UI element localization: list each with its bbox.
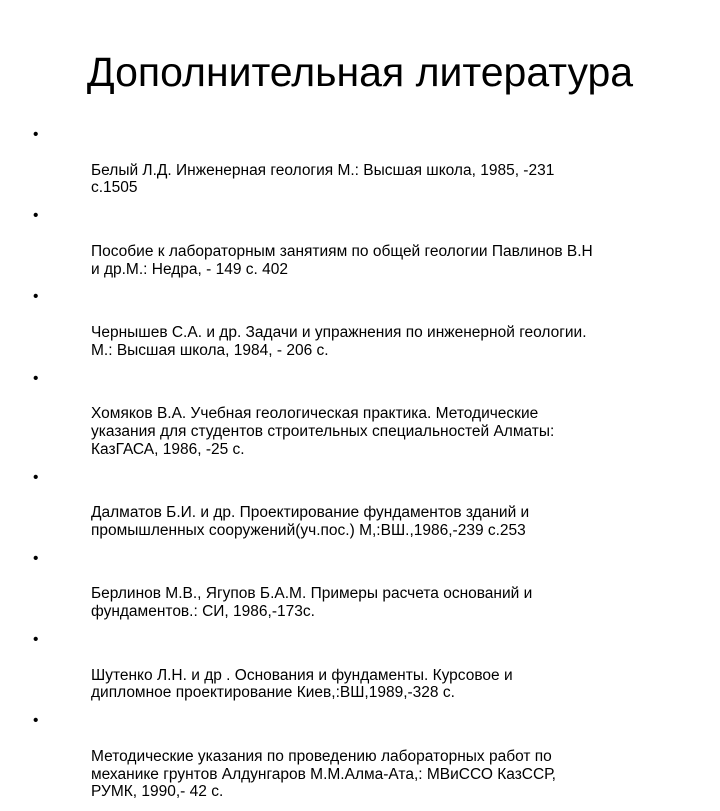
bullet-icon: • [33, 549, 39, 567]
reference-item [33, 550, 693, 621]
bullet-icon: • [33, 712, 39, 730]
reference-item [33, 370, 693, 459]
bullet-icon: • [33, 126, 39, 143]
reference-item [33, 207, 693, 278]
reference-text: Пособие к лабораторным занятиям по общей геологии Павлинов В.Н и др.М.: Недра, - 149 с. 402 [91, 242, 593, 278]
reference-item [33, 288, 693, 359]
reference-text: Шутенко Л.Н. и др . Основания и фундаменты. Курсовое и дипломное проектирование Киев,:ВШ,1989,-328 с. [91, 666, 513, 702]
reference-item [33, 126, 693, 197]
reference-text: Методические указания по проведению лабораторных работ по механике грунтов Алдунгаров М.М.Алма-Ата,: МВиССО КазССР, РУМК, 1990,- 42 с. [91, 747, 556, 801]
reference-text: Хомяков В.А. Учебная геологическая практика. Методические указания для студентов строительных специальностей Алматы: КазГАСА, 1986, -25 с. [91, 405, 555, 458]
reference-item [33, 631, 693, 702]
bullet-icon: • [33, 288, 39, 306]
bullet-icon: • [33, 630, 39, 648]
bullet-icon: • [33, 468, 39, 486]
reference-list [33, 126, 693, 811]
slide-title: Дополнительная литература [86, 49, 634, 95]
reference-text: Далматов Б.И. и др. Проектирование фундаментов зданий и промышленных сооружений(уч.пос.) М,:ВШ.,1986,-239 с.253 [91, 504, 530, 539]
reference-text: Чернышев С.А. и др. Задачи и упражнения по инженерной геологии. М.: Высшая школа, 1984, - 206 с. [91, 323, 587, 359]
reference-text: Берлинов М.В., Ягупов Б.А.М. Примеры расчета оснований и фундаментов.: СИ, 1986,-173с. [91, 585, 533, 621]
reference-text: Белый Л.Д. Инженерная геология М.: Высшая школа, 1985, -231 с.1505 [91, 161, 555, 197]
reference-item [33, 712, 693, 801]
bullet-icon: • [33, 207, 39, 225]
reference-item [33, 469, 693, 540]
bullet-icon: • [33, 369, 39, 387]
